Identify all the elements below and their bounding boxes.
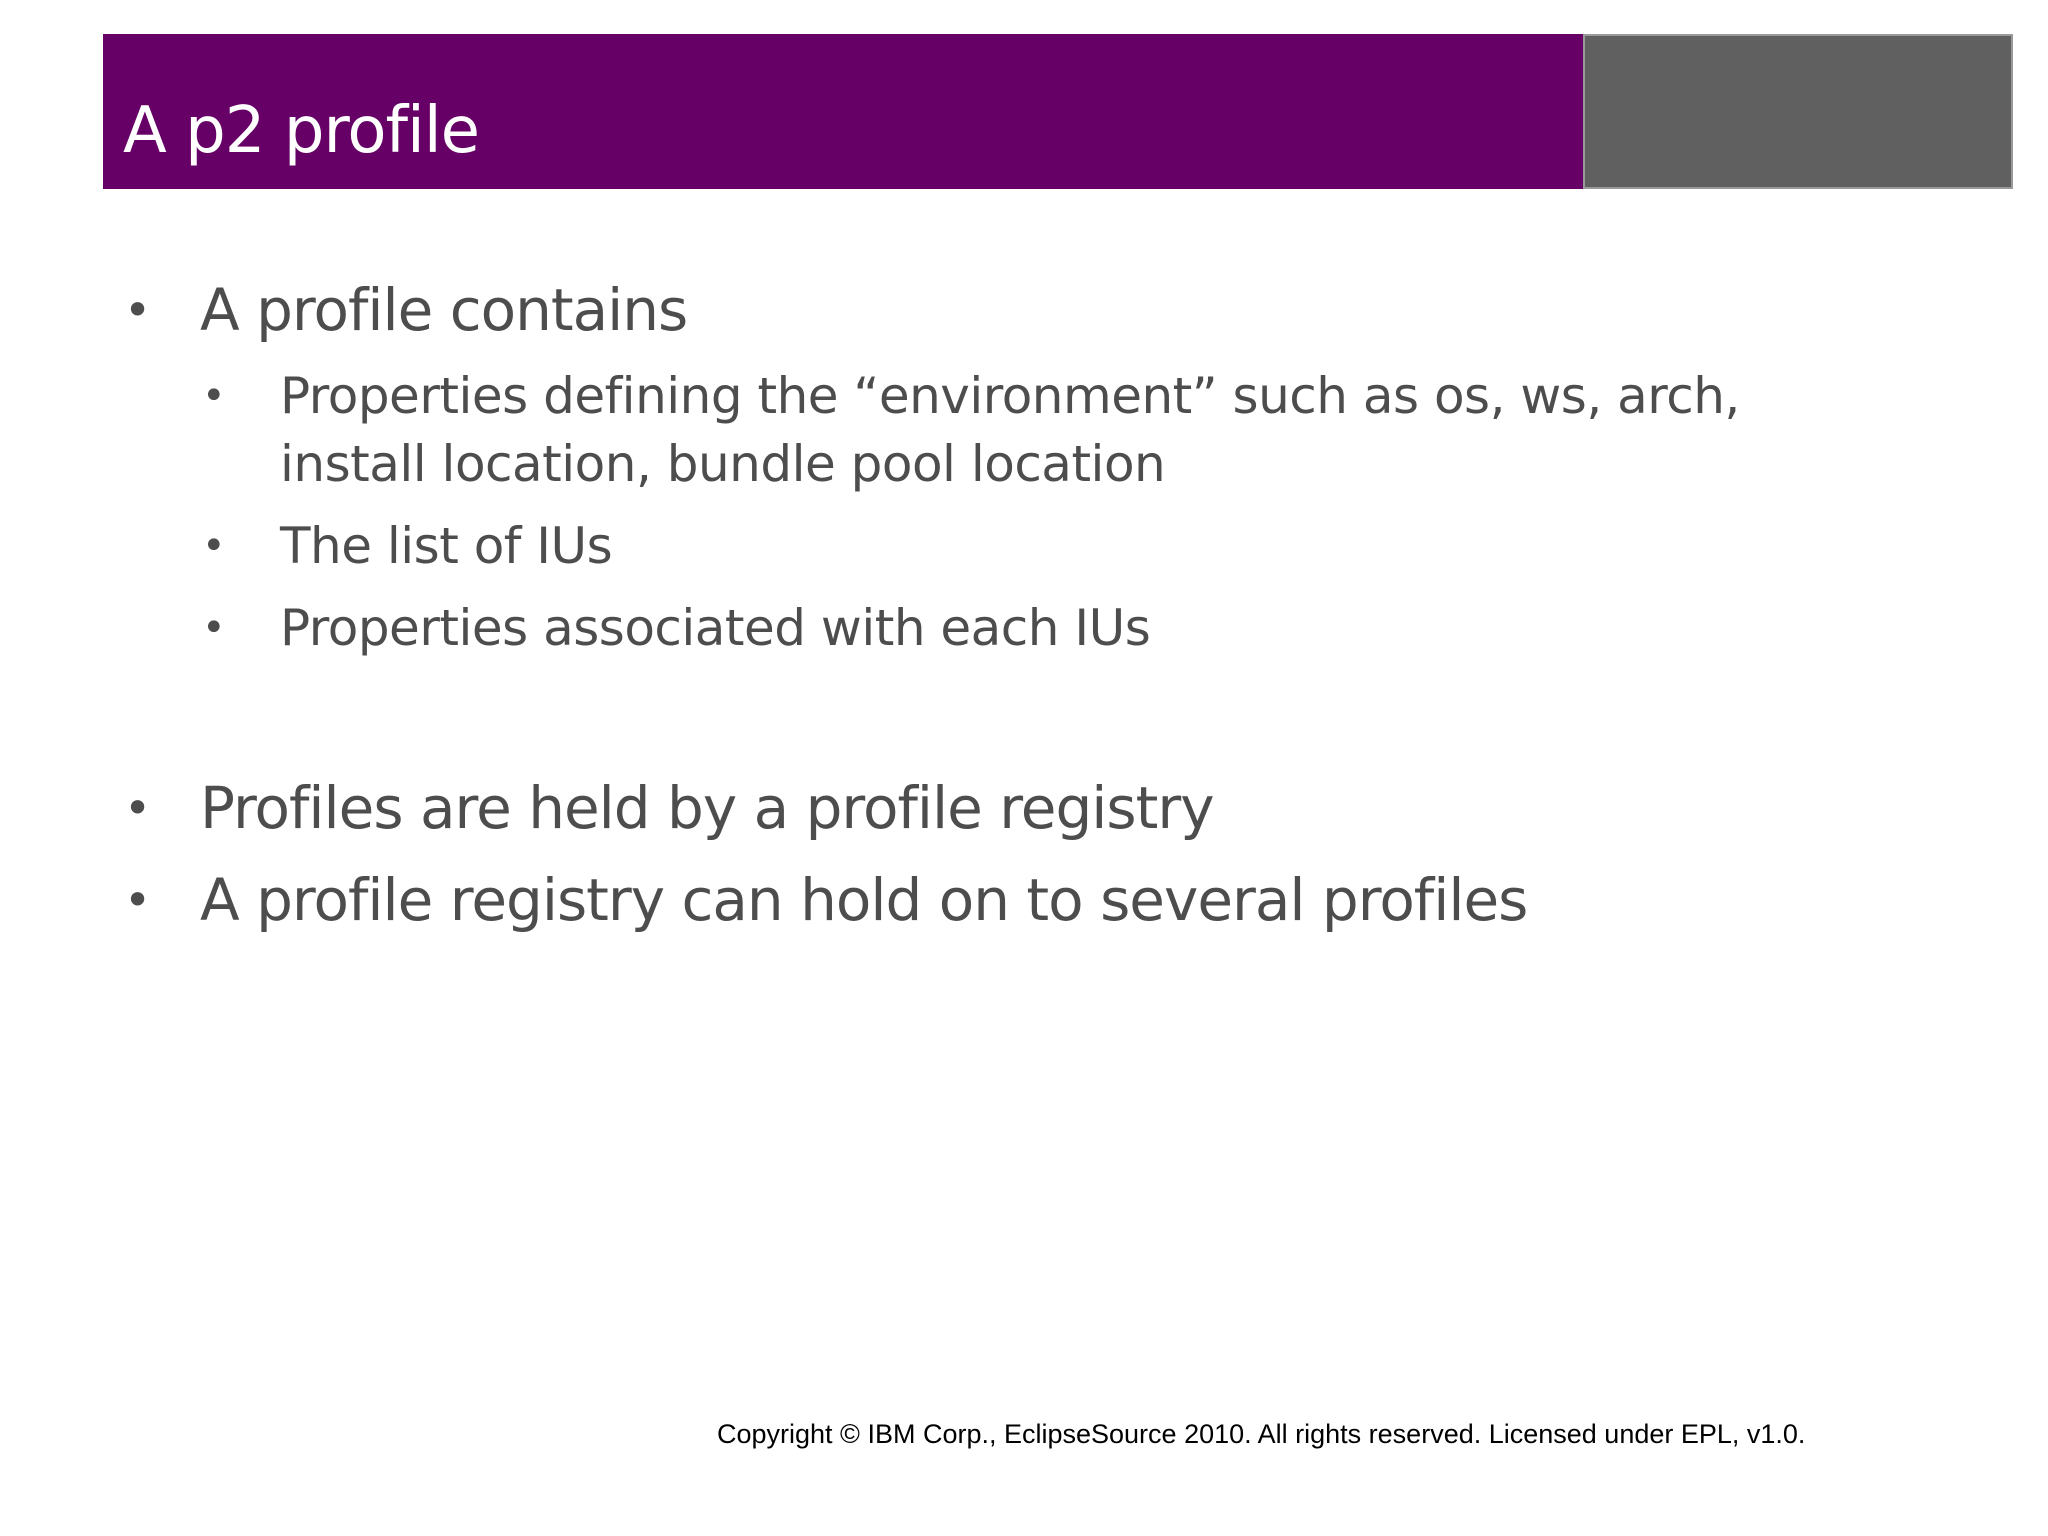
copyright-footer: Copyright © IBM Corp., EclipseSource 2010. All rights reserved. Licensed under EPL, v1.0. <box>717 1419 1806 1449</box>
bullet-profile-contains <box>124 276 688 344</box>
sub-bullet-environment-properties <box>202 362 1740 430</box>
bullet-profile-registry <box>124 774 1214 842</box>
bullet-text: Properties associated with each IUs <box>280 599 1151 657</box>
sub-bullet-iu-properties <box>202 594 1151 662</box>
slide-title: A p2 profile <box>123 94 479 168</box>
sub-bullet-environment-properties-continued <box>280 430 1165 498</box>
bullet-dot: • <box>124 283 151 337</box>
bullet-text: A profile contains <box>200 276 688 344</box>
bullet-text: Profiles are held by a profile registry <box>200 774 1214 842</box>
bullet-text: Properties defining the “environment” such as os, ws, arch, <box>280 367 1740 425</box>
bullet-registry-several-profiles <box>124 866 1528 934</box>
bullet-text: install location, bundle pool location <box>280 435 1166 493</box>
bullet-dot: • <box>202 605 226 651</box>
bullet-dot: • <box>202 523 226 569</box>
bullet-dot: • <box>124 781 151 835</box>
bullet-text: The list of IUs <box>280 517 613 575</box>
bullet-text: A profile registry can hold on to several profiles <box>200 866 1528 934</box>
sub-bullet-list-of-ius <box>202 512 613 580</box>
bullet-dot: • <box>124 873 151 927</box>
bullet-dot: • <box>202 373 226 419</box>
